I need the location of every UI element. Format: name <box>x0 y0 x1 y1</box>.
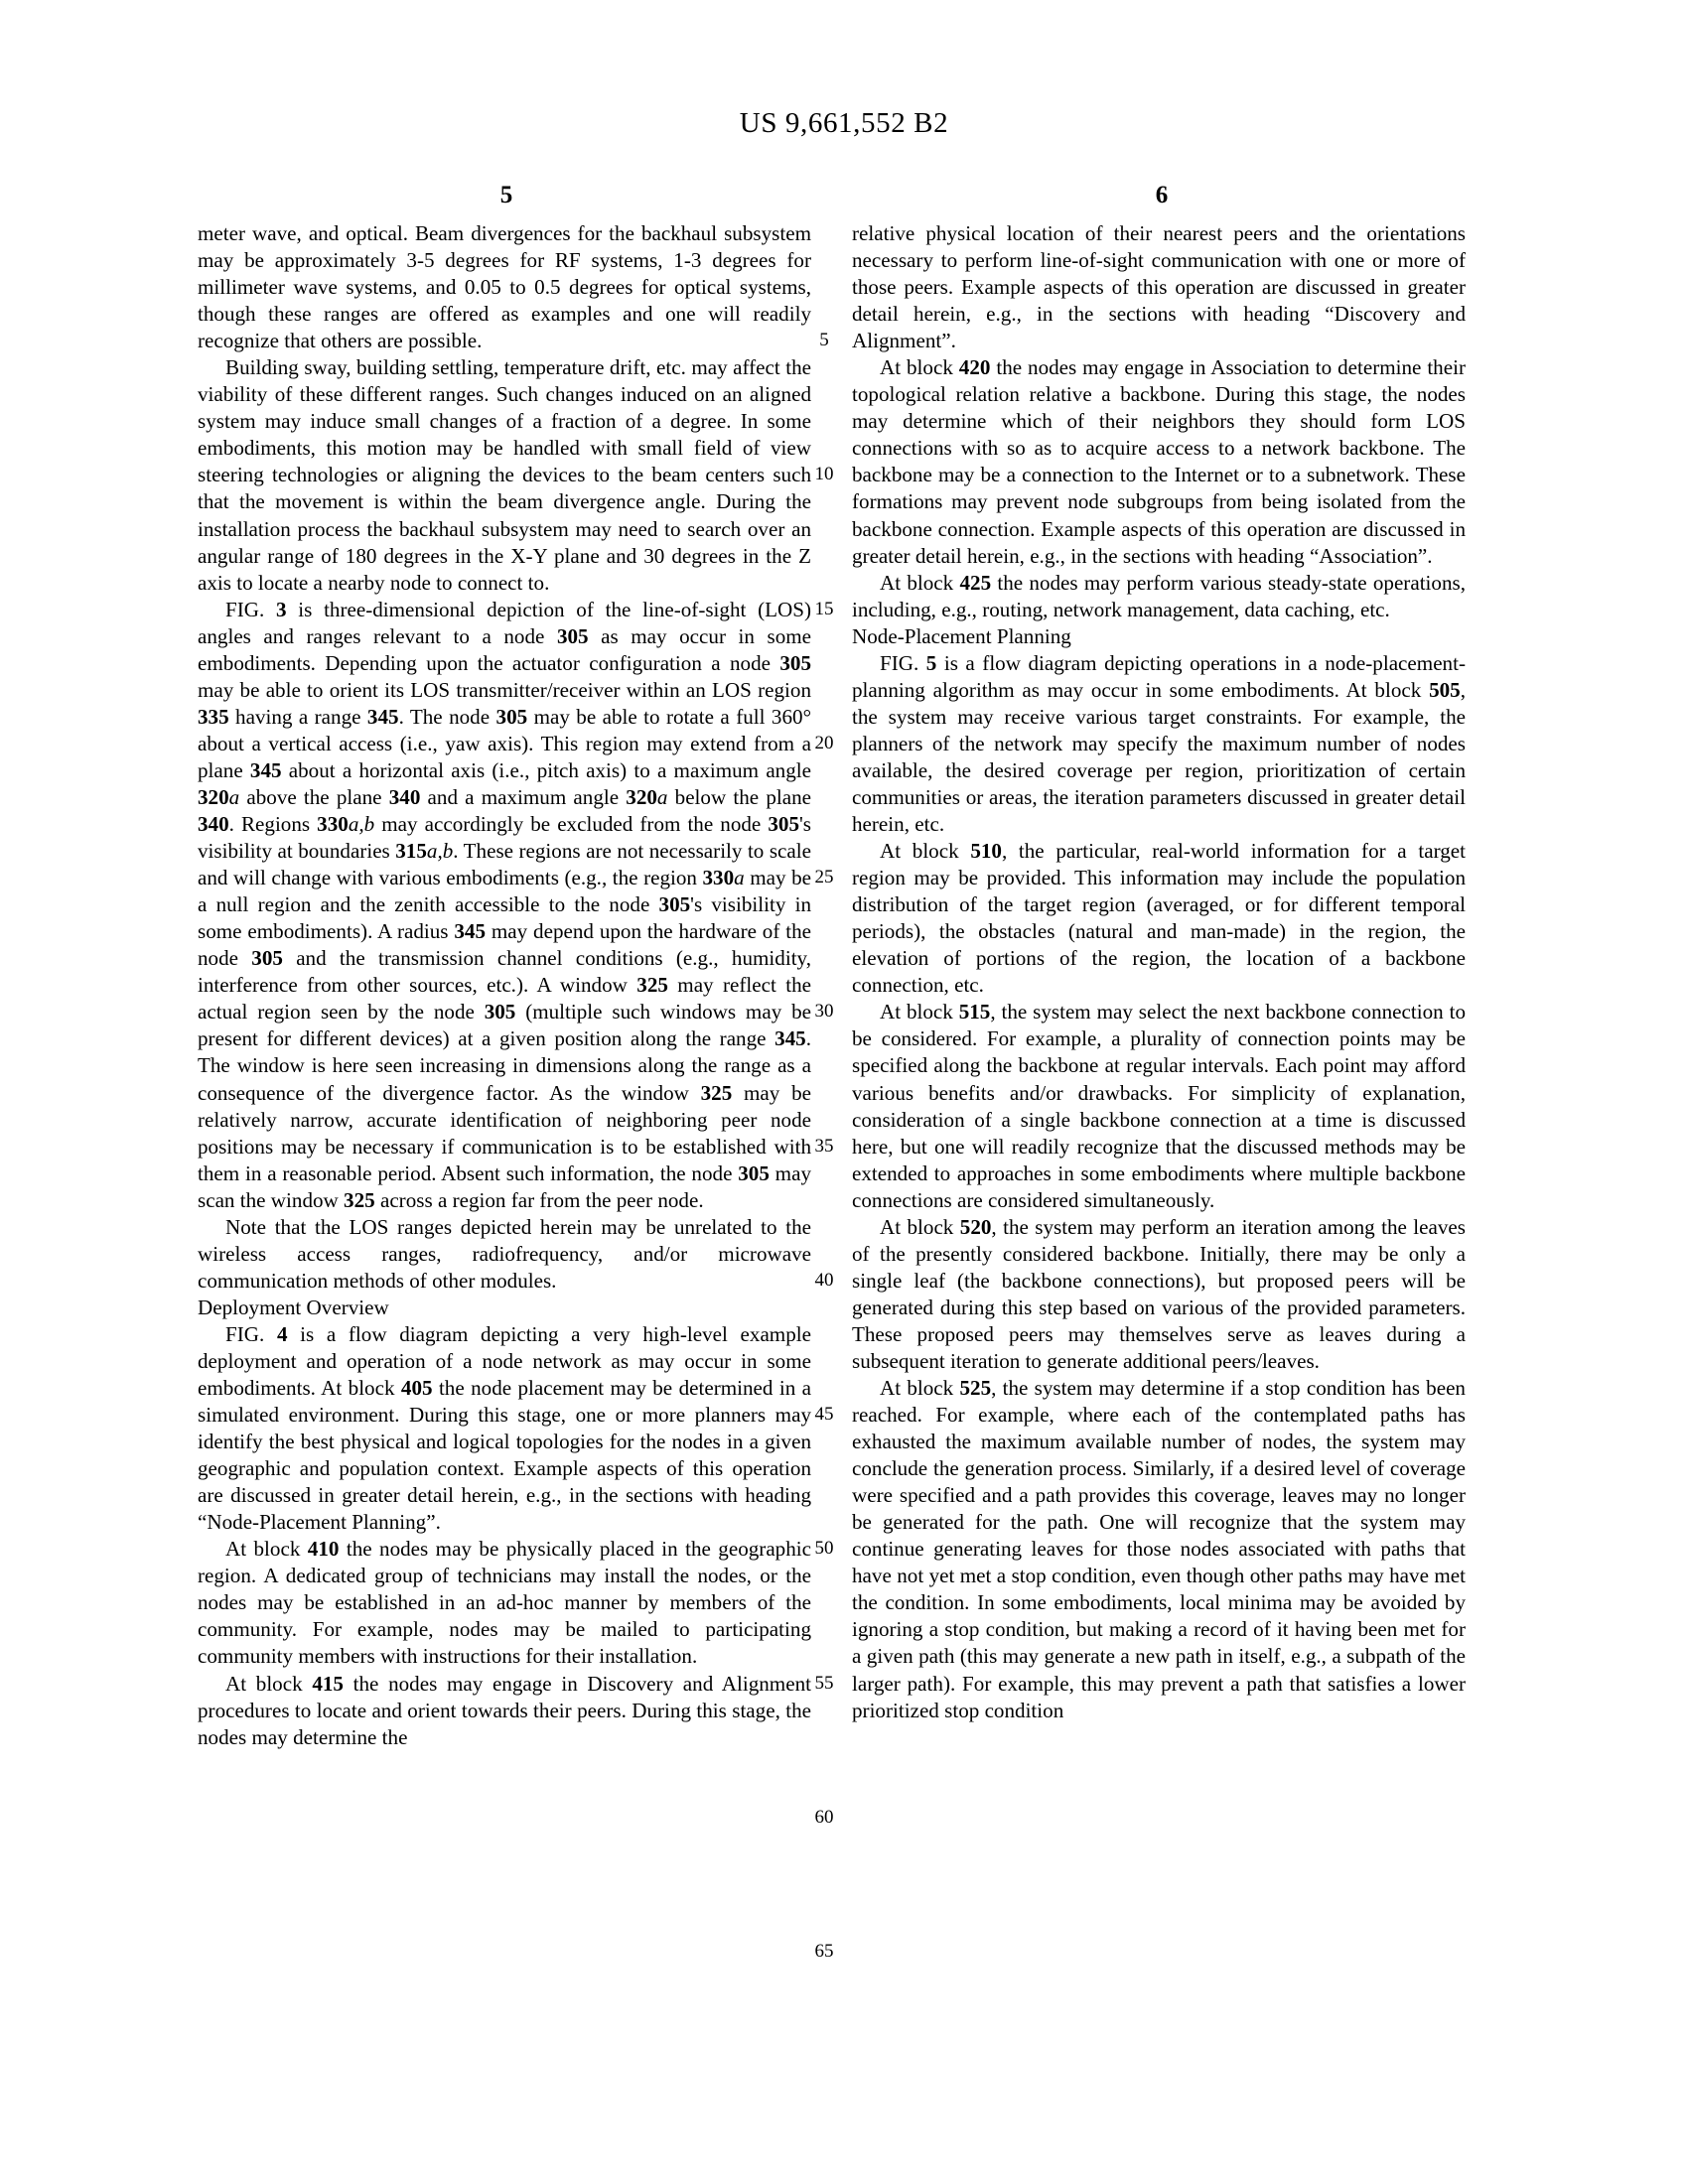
body-paragraph: At block 410 the nodes may be physically placed in the geographic region. A dedicated group of technicians may install the nodes, or the nodes may be established in an ad-hoc manner by members of the community. For example, nodes may be mailed to participating community members with instructions for their installation. <box>198 1537 811 1669</box>
body-paragraph: relative physical location of their nearest peers and the orientations necessary to perform line-of-sight communication with one or more of those peers. Example aspects of this operation are discussed in greater detail herein, e.g., in the sections with heading “Discovery and Alignment”. <box>852 221 1466 353</box>
body-paragraph: FIG. 5 is a flow diagram depicting operations in a node-placement-planning algorithm as may occur in some embodiments. At block 505, the system may receive various target constraints. For example, the planners of the network may specify the maximum number of nodes available, the desired coverage per region, prioritization of certain communities or areas, the iteration parameters discussed in greater detail herein, etc. <box>852 650 1466 837</box>
line-number: 30 <box>814 1001 834 1023</box>
line-number: 35 <box>814 1135 834 1157</box>
body-paragraph: At block 520, the system may perform an iteration among the leaves of the presently considered backbone. Initially, there may be only a single leaf (the backbone connections), but proposed peers will be generated during this step based on various of the provided parameters. These proposed peers may themselves serve as leaves during a subsequent iteration to generate additional peers/leaves. <box>852 1214 1466 1373</box>
section-heading: Deployment Overview <box>198 1295 389 1319</box>
right-column-number: 6 <box>1155 182 1169 208</box>
right-text-column <box>852 220 1466 1724</box>
body-paragraph: meter wave, and optical. Beam divergences for the backhaul subsystem may be approximately 3-5 degrees for RF systems, 1-3 degrees for millimeter wave systems, and 0.05 to 0.5 degrees for optical systems, though these ranges are offered as examples and one will readily recognize that others are possible. <box>198 221 811 353</box>
column-number-row <box>0 182 1688 215</box>
line-number: 40 <box>814 1269 834 1291</box>
line-number: 15 <box>814 598 834 619</box>
body-paragraph: At block 525, the system may determine if a stop condition has been reached. For example, where each of the contemplated paths has exhausted the maximum available number of nodes, the system may conclude the generation process. Similarly, if a desired level of coverage were specified and a path provides this coverage, leaves may no longer be generated for the path. One will recognize that the system may continue generating leaves for those nodes associated with paths that have not yet met a stop condition, even though other paths may have met the condition. In some embodiments, local minima may be avoided by ignoring a stop condition, but making a record of it having been met for a given path (this may generate a new path in itself, e.g., a subpath of the larger path). For example, this may prevent a path that satisfies a lower prioritized stop condition <box>852 1376 1466 1722</box>
body-paragraph: At block 515, the system may select the next backbone connection to be considered. For example, a plurality of connection points may be specified along the backbone at regular intervals. Each point may afford various benefits and/or drawbacks. For simplicity of explanation, consideration of a single backbone connection at a time is discussed here, but one will readily recognize that the discussed methods may be extended to approaches in some embodiments where multiple backbone connections are considered simultaneously. <box>852 1000 1466 1212</box>
body-paragraph: At block 415 the nodes may engage in Discovery and Alignment procedures to locate and orient towards their peers. During this stage, the nodes may determine the <box>198 1671 811 1749</box>
body-paragraph: FIG. 4 is a flow diagram depicting a very high-level example deployment and operation of a node network as may occur in some embodiments. At block 405 the node placement may be determined in a simulated environment. During this stage, one or more planners may identify the best physical and logical topologies for the nodes in a given geographic and population context. Example aspects of this operation are discussed in greater detail herein, e.g., in the sections with heading “Node-Placement Planning”. <box>198 1321 811 1535</box>
body-paragraph: At block 420 the nodes may engage in Association to determine their topological relation relative a backbone. During this stage, the nodes may determine which of their neighbors they should form LOS connections with so as to acquire access to a network backbone. The backbone may be a connection to the Internet or to a subnetwork. These formations may prevent node subgroups from being isolated from the backbone connection. Example aspects of this operation are discussed in greater detail herein, e.g., in the sections with heading “Association”. <box>852 355 1466 568</box>
line-number: 65 <box>814 1941 834 1963</box>
line-number: 55 <box>814 1672 834 1694</box>
left-text-column <box>198 220 811 1751</box>
body-paragraph: FIG. 3 is three-dimensional depiction of the line-of-sight (LOS) angles and ranges relevant to a node 305 as may occur in some embodiments. Depending upon the actuator configuration a node 305 may be able to orient its LOS transmitter/receiver within an LOS region 335 having a range 345. The node 305 may be able to rotate a full 360° about a vertical access (i.e., yaw axis). This region may extend from a plane 345 about a horizontal axis (i.e., pitch axis) to a maximum angle 320a above the plane 340 and a maximum angle 320a below the plane 340. Regions 330a,b may accordingly be excluded from the node 305's visibility at boundaries 315a,b. These regions are not necessarily to scale and will change with various embodiments (e.g., the region 330a may be a null region and the zenith accessible to the node 305's visibility in some embodiments). A radius 345 may depend upon the hardware of the node 305 and the transmission channel conditions (e.g., humidity, interference from other sources, etc.). A window 325 may reflect the actual region seen by the node 305 (multiple such windows may be present for different devices) at a given position along the range 345. The window is here seen increasing in dimensions along the range as a consequence of the divergence factor. As the window 325 may be relatively narrow, accurate identification of neighboring peer node positions may be necessary if communication is to be established with them in a reasonable period. Absent such information, the node 305 may scan the window 325 across a region far from the peer node. <box>198 597 812 1212</box>
body-paragraph: Building sway, building settling, temperature drift, etc. may affect the viability of these different ranges. Such changes induced on an aligned system may induce small changes of a fraction of a degree. In some embodiments, this motion may be handled with small field of view steering technologies or aligning the devices to the beam centers such that the movement is within the beam divergence angle. During the installation process the backhaul subsystem may need to search over an angular range of 180 degrees in the X-Y plane and 30 degrees in the Z axis to locate a nearby node to connect to. <box>198 355 811 595</box>
body-paragraph: Note that the LOS ranges depicted herein may be unrelated to the wireless access ranges, radiofrequency, and/or microwave communication methods of other modules. <box>198 1214 811 1293</box>
line-number: 5 <box>819 330 829 351</box>
line-number: 45 <box>814 1404 834 1426</box>
body-paragraph: At block 510, the particular, real-world information for a target region may be provided. This information may include the population distribution of the target region (averaged, or for different temporal periods), the obstacles (natural and man-made) in the region, the elevation of portions of the region, the location of a backbone connection, etc. <box>852 839 1466 998</box>
line-number: 10 <box>814 464 834 485</box>
body-paragraph: At block 425 the nodes may perform various steady-state operations, including, e.g., routing, network management, data caching, etc. <box>852 570 1466 621</box>
section-heading: Node-Placement Planning <box>852 623 1071 648</box>
patent-number-header: US 9,661,552 B2 <box>739 107 949 139</box>
left-column-number: 5 <box>499 182 513 208</box>
line-number: 60 <box>814 1806 834 1828</box>
line-number: 25 <box>814 867 834 888</box>
line-number: 20 <box>814 732 834 753</box>
line-number: 50 <box>814 1538 834 1560</box>
